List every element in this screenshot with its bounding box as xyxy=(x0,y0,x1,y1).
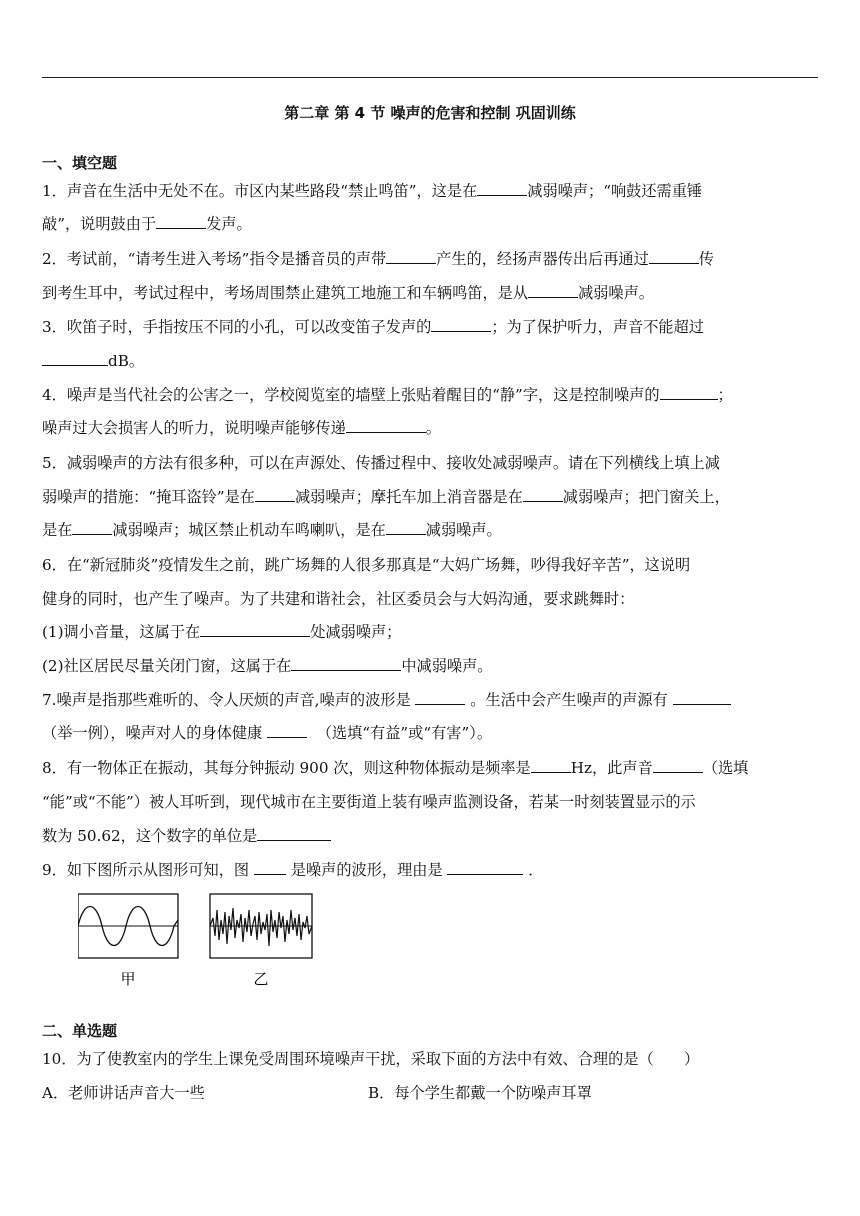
q8-line-1: 8．有一物体正在振动，其每分钟振动 900 次，则这种物体振动是频率是 Hz，此声音 （选填 xyxy=(42,759,749,777)
q4-line-1: 4．噪声是当代社会的公害之一，学校阅览室的墙壁上张贴着醒目的“静”字，这是控制噪声的 ； xyxy=(42,386,733,404)
section-heading-fill-blank: 一、填空题 xyxy=(42,154,118,172)
blank[interactable] xyxy=(254,859,286,875)
blank[interactable] xyxy=(431,316,491,332)
blank[interactable] xyxy=(346,417,426,433)
section-heading-single-choice: 二、单选题 xyxy=(42,1022,118,1040)
blank[interactable] xyxy=(42,350,108,366)
blank[interactable] xyxy=(267,722,307,738)
q8-line-3: 数为 50.62，这个数字的单位是 xyxy=(42,825,822,846)
blank[interactable] xyxy=(291,655,401,671)
blank[interactable] xyxy=(72,519,112,535)
q7-line-1: 7.噪声是指那些难听的、令人厌烦的声音,噪声的波形是 。生活中会产生噪声的声源有 xyxy=(42,689,822,710)
q6-line-4: (2)社区居民尽量关闭门窗，这属于在 中减弱噪声。 xyxy=(42,657,493,675)
q5-line-2: 弱噪声的措施：“掩耳盗铃”是在 减弱噪声；摩托车加上消音器是在 减弱噪声；把门窗关上， xyxy=(42,488,730,506)
noise-wave xyxy=(210,908,312,946)
waveform-figure xyxy=(78,890,318,990)
blank[interactable] xyxy=(257,825,331,841)
blank[interactable] xyxy=(255,486,295,502)
blank[interactable] xyxy=(523,486,563,502)
q10-option-b[interactable]: B．每个学生都戴一个防噪声耳罩 xyxy=(368,1084,592,1102)
blank[interactable] xyxy=(660,384,718,400)
blank[interactable] xyxy=(653,757,703,773)
q6-line-2: 健身的同时，也产生了噪声。为了共建和谐社会，社区委员会与大妈沟通，要求跳舞时： xyxy=(42,590,635,608)
q9-line-1: 9．如下图所示从图形可知，图 是噪声的波形，理由是 ． xyxy=(42,861,544,879)
q6-line-3: (1)调小音量，这属于在 处减弱噪声； xyxy=(42,623,402,641)
q3-line-2: dB。 xyxy=(42,350,822,371)
page-title: 第二章 第 4 节 噪声的危害和控制 巩固训练 xyxy=(284,104,576,122)
blank[interactable] xyxy=(386,519,426,535)
q4-line-2: 噪声过大会损害人的听力，说明噪声能够传递 。 xyxy=(42,419,441,437)
blank[interactable] xyxy=(386,248,436,264)
q7-line-2: （举一例），噪声对人的身体健康 （选填“有益”或“有害”）。 xyxy=(42,724,493,742)
q5-line-3: 是在 减弱噪声；城区禁止机动车鸣喇叭，是在 减弱噪声。 xyxy=(42,521,502,539)
blank[interactable] xyxy=(156,213,206,229)
q10-option-a[interactable]: A．老师讲话声音大一些 xyxy=(42,1084,205,1102)
blank[interactable] xyxy=(528,282,578,298)
blank[interactable] xyxy=(447,859,523,875)
header-rule xyxy=(42,77,818,78)
q8-line-2: “能”或“不能”）被人耳听到，现代城市在主要街道上装有噪声监测设备，若某一时刻装置显示的示 xyxy=(42,793,696,811)
q1-line-2: 敲”，说明鼓由于 发声。 xyxy=(42,215,252,233)
q6-line-1: 6．在“新冠肺炎”疫情发生之前，跳广场舞的人很多那真是“大妈广场舞，吵得我好辛苦”，这说明 xyxy=(42,556,691,574)
q3-line-1: 3．吹笛子时，手指按压不同的小孔，可以改变笛子发声的 ；为了保护听力，声音不能超过 xyxy=(42,318,704,336)
blank[interactable] xyxy=(673,689,731,705)
q10-stem: 10．为了使教室内的学生上课免受周围环境噪声干扰，采取下面的方法中有效、合理的是（ ） xyxy=(42,1050,700,1068)
figure-label-a: 甲 xyxy=(120,970,136,988)
q2-line-1: 2．考试前，“请考生进入考场”指令是播音员的声带 产生的，经扬声器传出后再通过 传 xyxy=(42,250,714,268)
blank[interactable] xyxy=(477,180,527,196)
q2-line-2: 到考生耳中，考试过程中，考场周围禁止建筑工地施工和车辆鸣笛，是从 减弱噪声。 xyxy=(42,284,654,302)
blank[interactable] xyxy=(200,621,310,637)
figure-label-b: 乙 xyxy=(253,970,269,988)
blank[interactable] xyxy=(531,757,571,773)
q1-line-1: 1．声音在生活中无处不在。市区内某些路段“禁止鸣笛”，这是在 减弱噪声；“响鼓还需重锤 xyxy=(42,182,703,200)
blank[interactable] xyxy=(415,689,465,705)
q5-line-1: 5．减弱噪声的方法有很多种，可以在声源处、传播过程中、接收处减弱噪声。请在下列横线上填上减 xyxy=(42,454,720,472)
blank[interactable] xyxy=(649,248,699,264)
